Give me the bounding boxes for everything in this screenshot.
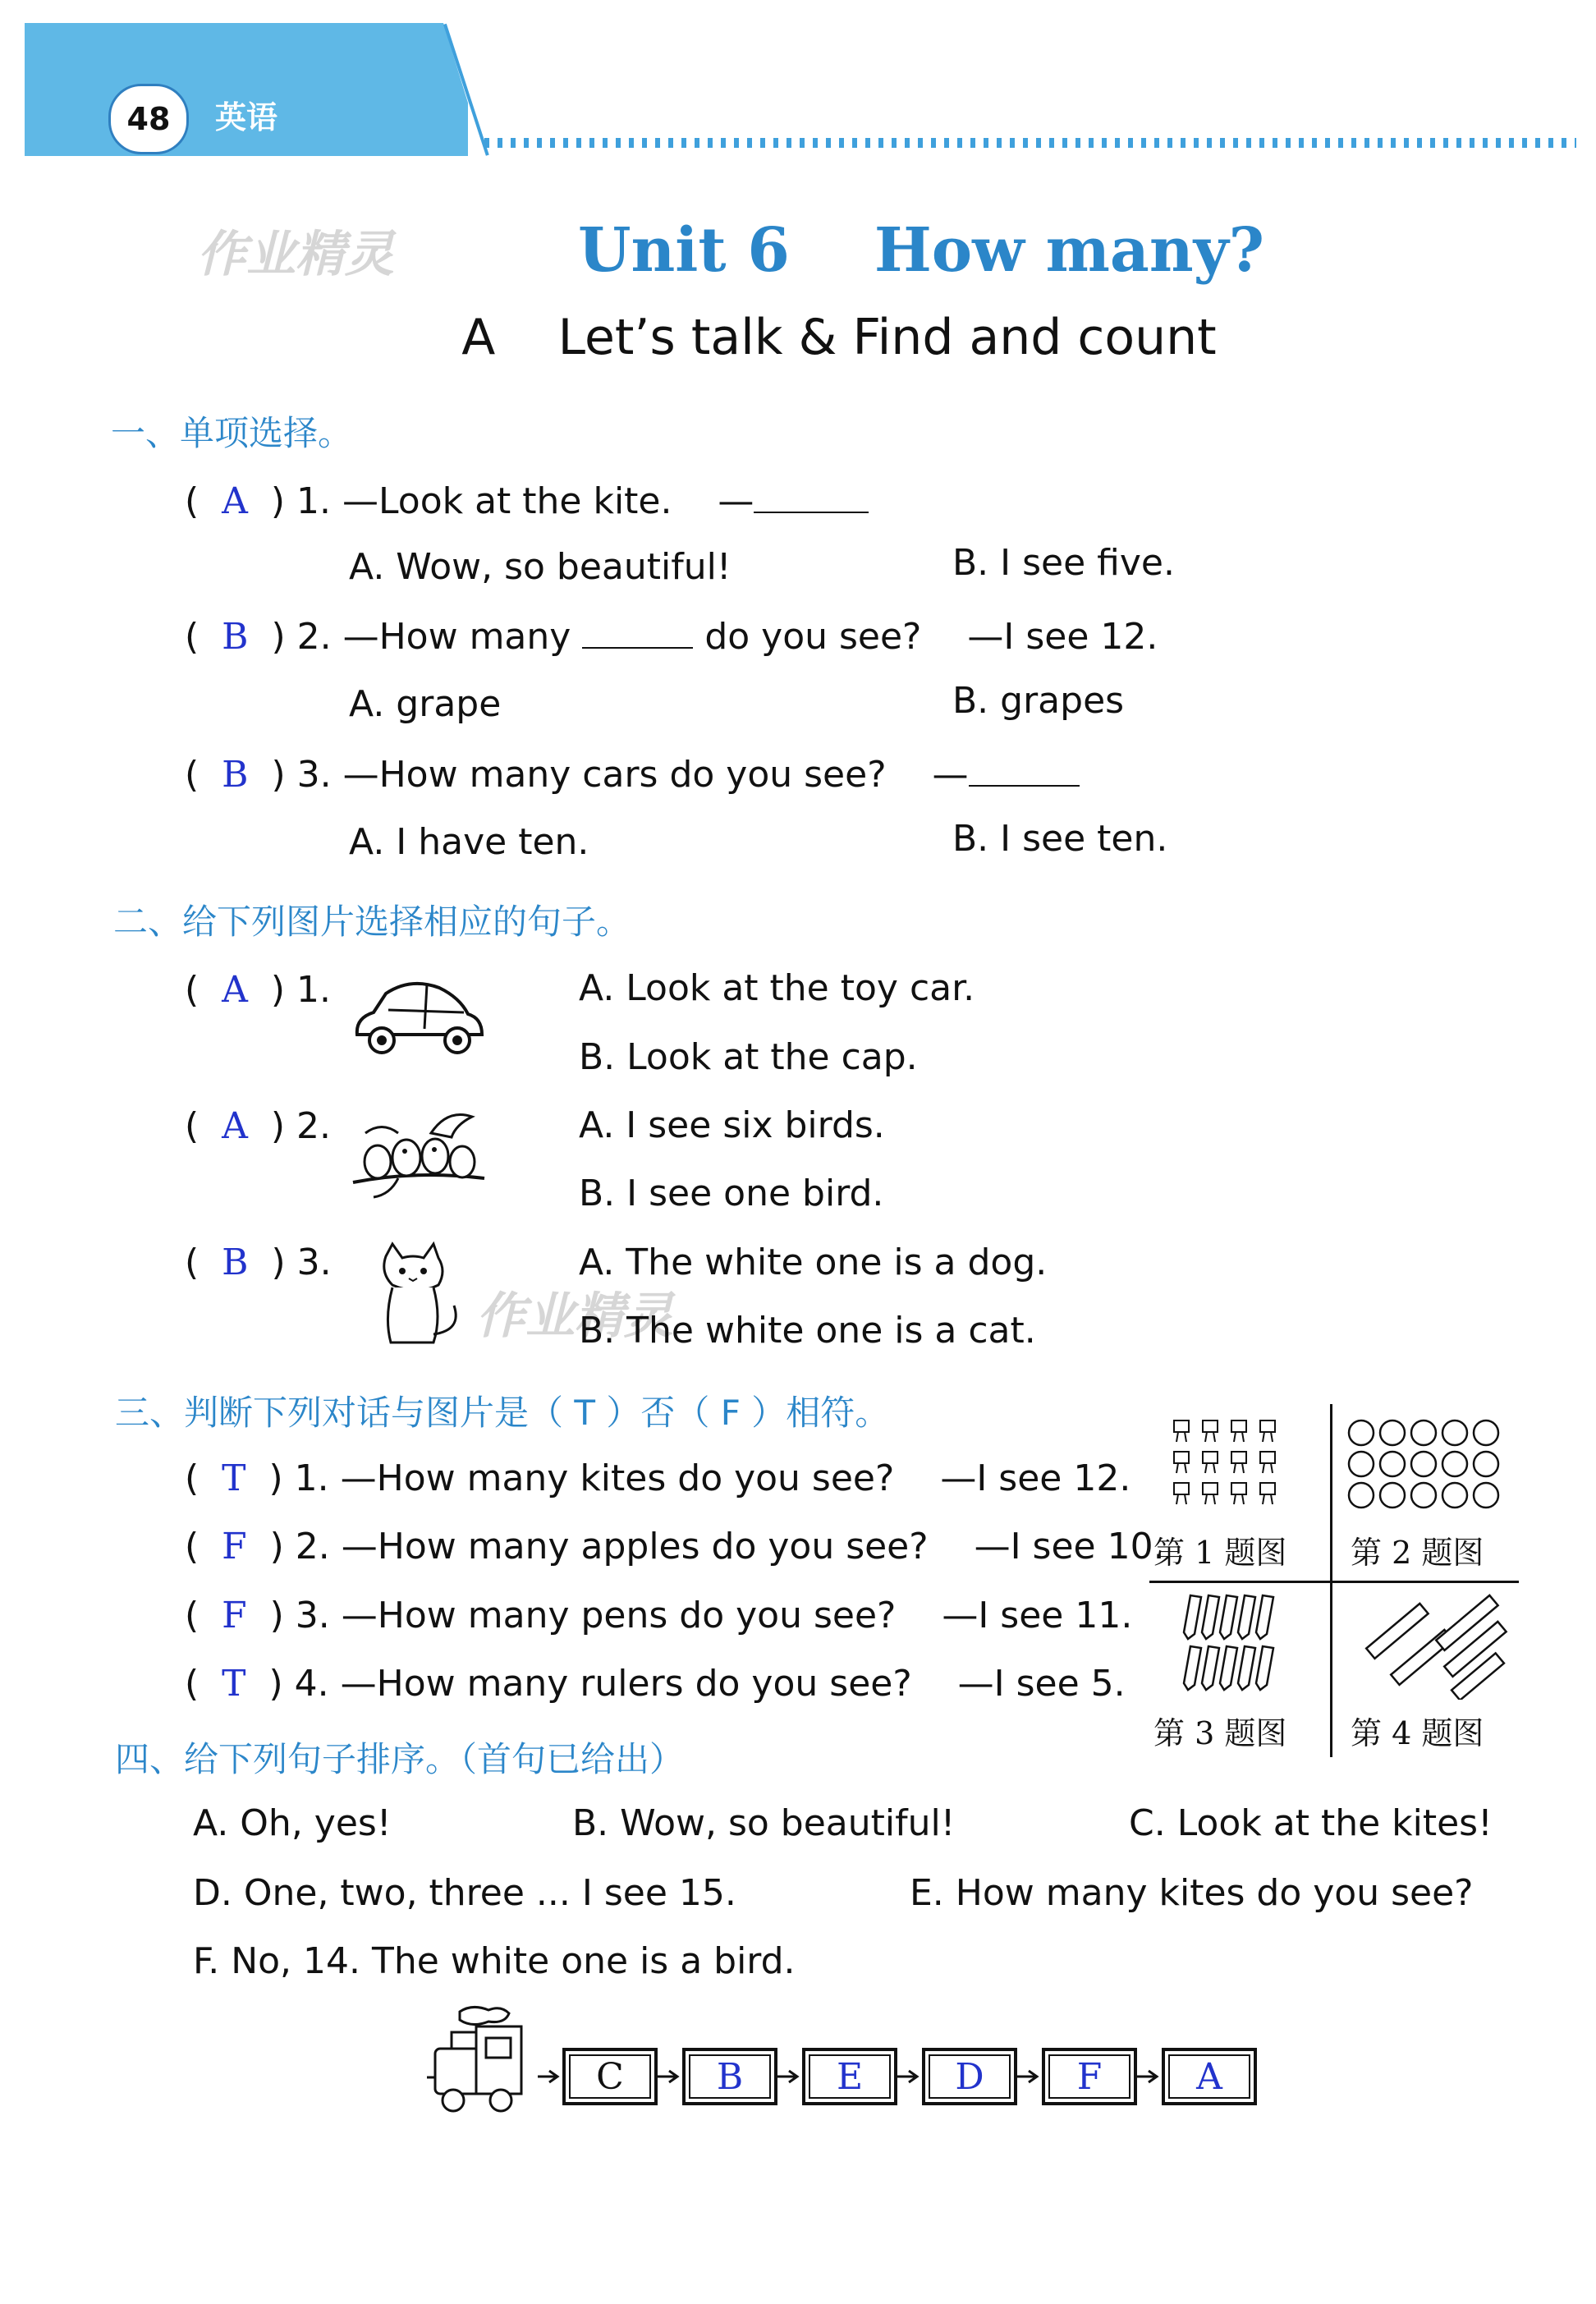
s3-q1-reply: —I see 12. (940, 1457, 1131, 1499)
header-dotted-line (484, 138, 1576, 148)
s4-sentence-c: C. Look at the kites! (1129, 1802, 1493, 1844)
s2-q1-option-a: A. Look at the toy car. (579, 967, 975, 1009)
s4-sentence-d: D. One, two, three ... I see 15. (193, 1872, 736, 1914)
s2-q2: ( A ) 2. (185, 1105, 332, 1147)
s2-q3-answer: B (222, 1241, 249, 1283)
s1-q1-option-b: B. I see five. (952, 542, 1175, 584)
watermark-top: 作业精灵 (197, 226, 394, 283)
section2-heading: 二、给下列图片选择相应的句子。 (113, 902, 631, 942)
s2-q1-answer: A (222, 969, 248, 1011)
page-number: 48 (108, 84, 189, 154)
s4-sentence-f: F. No, 14. The white one is a bird. (193, 1940, 796, 1982)
arrow-icon (1017, 2068, 1042, 2085)
s1-q3-option-b: B. I see ten. (952, 818, 1168, 860)
arrow-icon (538, 2068, 562, 2085)
sequence-box-1: C (562, 2048, 658, 2105)
arrow-icon (897, 2068, 922, 2085)
sequence-box-2: B (682, 2048, 777, 2105)
subject-label: 英语 (215, 99, 278, 135)
s3-q3-answer: F (222, 1595, 247, 1636)
sequence-box-3: E (802, 2048, 897, 2105)
s3-picture-grid (1149, 1404, 1519, 1757)
sequence-box-6: A (1162, 2048, 1257, 2105)
apples-icon (1346, 1416, 1511, 1515)
s3-q4: ( T ) 4. —How many rulers do you see? —I see 5. (185, 1663, 1126, 1705)
s1-q2-number: 2. (296, 616, 332, 658)
s2-q2-answer: A (222, 1105, 248, 1147)
section4-heading: 四、给下列句子排序。（首句已给出） (115, 1739, 685, 1779)
sequence-box-4: D (922, 2048, 1017, 2105)
s3-q3-question: —How many pens do you see? (341, 1595, 897, 1636)
arrow-icon (777, 2068, 802, 2085)
train-sequence (538, 2048, 1257, 2105)
s2-q3-number: 3. (296, 1241, 332, 1283)
rulers-icon (1355, 1593, 1511, 1700)
s3-q2-answer: F (222, 1526, 247, 1567)
s1-q1-answer: A (222, 480, 248, 522)
s3-caption-4: 第 4 题图 (1351, 1715, 1484, 1751)
s2-q2-option-a: A. I see six birds. (579, 1104, 885, 1146)
s1-q2-blank (582, 647, 693, 649)
s2-q1-number: 1. (296, 969, 332, 1011)
s3-q3-number: 3. (295, 1595, 330, 1636)
s1-q3-option-a: A. I have ten. (349, 821, 589, 863)
kites-icon (1170, 1416, 1293, 1515)
s3-caption-3: 第 3 题图 (1153, 1715, 1287, 1751)
watermark-middle: 作业精灵 (476, 1287, 673, 1345)
s4-sentence-b: B. Wow, so beautiful! (572, 1802, 956, 1844)
birds-icon (349, 1100, 488, 1207)
s2-q3-option-a: A. The white one is a dog. (579, 1241, 1048, 1283)
arrow-icon (1137, 2068, 1162, 2085)
s1-q2-text-before: —How many (342, 616, 571, 658)
s1-q2-option-a: A. grape (349, 683, 502, 725)
sequence-box-5: F (1042, 2048, 1137, 2105)
s1-q1-option-a: A. Wow, so beautiful! (349, 546, 732, 588)
s3-caption-2: 第 2 题图 (1351, 1535, 1484, 1571)
s1-q2-answer: B (222, 616, 249, 658)
s3-q3: ( F ) 3. —How many pens do you see? —I see 11. (185, 1595, 1133, 1636)
section1-heading: 一、单项选择。 (111, 413, 353, 453)
s2-q2-number: 2. (296, 1105, 332, 1147)
s3-q2-number: 2. (295, 1526, 330, 1567)
s3-q2-reply: —I see 10. (974, 1526, 1165, 1567)
train-engine-icon (427, 2003, 542, 2118)
s1-q1-text: —Look at the kite. — (342, 480, 754, 522)
s4-sentence-e: E. How many kites do you see? (910, 1872, 1474, 1914)
s1-q1-number: 1. (296, 480, 332, 522)
s3-q4-question: —How many rulers do you see? (340, 1663, 912, 1705)
s3-q4-answer: T (222, 1663, 246, 1705)
section3-heading: 三、判断下列对话与图片是（ T ）否（ F ）相符。 (115, 1393, 890, 1433)
grid-hline (1149, 1581, 1519, 1583)
s3-q1-number: 1. (294, 1457, 329, 1499)
s3-q2: ( F ) 2. —How many apples do you see? —I see 10. (185, 1526, 1165, 1567)
car-icon (349, 973, 488, 1059)
s1-q3: ( B ) 3. —How many cars do you see? — (185, 754, 1080, 796)
s2-q3-option-b: B. The white one is a cat. (579, 1310, 1036, 1352)
s1-q2-option-b: B. grapes (952, 680, 1125, 722)
s1-q2: ( B ) 2. —How many do you see? —I see 12. (185, 616, 1158, 658)
s1-q2-text-after: do you see? —I see 12. (704, 616, 1158, 658)
s3-q4-reply: —I see 5. (957, 1663, 1126, 1705)
page-title: Unit 6 How many? (577, 215, 1265, 286)
s3-caption-1: 第 1 题图 (1153, 1535, 1287, 1571)
s1-q3-text: —How many cars do you see? — (342, 754, 969, 796)
pens-icon (1182, 1591, 1281, 1698)
s3-q2-question: —How many apples do you see? (341, 1526, 929, 1567)
s2-q2-option-b: B. I see one bird. (579, 1173, 884, 1214)
cat-icon (368, 1240, 466, 1355)
arrow-icon (658, 2068, 682, 2085)
s1-q1-blank (754, 512, 869, 513)
s1-q3-answer: B (222, 754, 249, 796)
s2-q1: ( A ) 1. (185, 969, 332, 1011)
s1-q3-number: 3. (296, 754, 332, 796)
s3-q1-question: —How many kites do you see? (340, 1457, 895, 1499)
s4-sentence-a: A. Oh, yes! (193, 1802, 392, 1844)
page-subtitle: A Let’s talk & Find and count (461, 309, 1217, 366)
s3-q1-answer: T (222, 1457, 246, 1499)
s2-q3: ( B ) 3. (185, 1241, 332, 1283)
s1-q1: ( A ) 1. —Look at the kite. — (185, 480, 869, 522)
s3-q3-reply: —I see 11. (942, 1595, 1133, 1636)
s1-q3-blank (969, 785, 1080, 787)
s3-q4-number: 4. (294, 1663, 329, 1705)
s2-q1-option-b: B. Look at the cap. (579, 1036, 918, 1078)
s3-q1: ( T ) 1. —How many kites do you see? —I see 12. (185, 1457, 1131, 1499)
